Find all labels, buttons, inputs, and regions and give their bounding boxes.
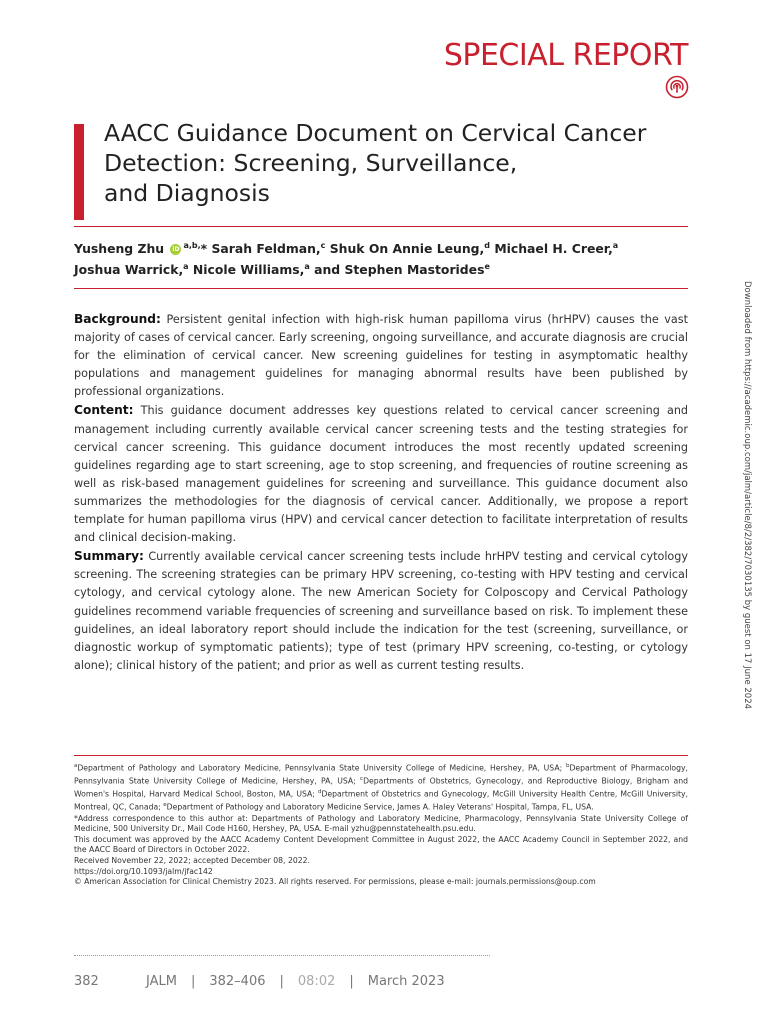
copyright-note: © American Association for Clinical Chemistry 2023. All rights reserved. For permissions, please e-mail: journals.permissions@oup.com [74, 877, 596, 887]
issue-date: March 2023 [367, 974, 445, 989]
orcid-icon[interactable]: iD [172, 246, 180, 254]
divider-footnotes [74, 755, 688, 756]
footer-separator: | [279, 974, 284, 989]
journal-name: JALM [146, 974, 177, 989]
abstract-summary [74, 547, 688, 675]
abstract-heading: Summary: [74, 549, 144, 564]
affiliation-marker: c [320, 241, 326, 250]
received-dates: Received November 22, 2022; accepted December 08, 2022. [74, 856, 310, 865]
footer-separator: | [349, 974, 354, 989]
author-name[interactable]: and Stephen Mastorides [314, 262, 485, 278]
footer-dotted-rule [74, 955, 490, 956]
author-name[interactable]: Michael H. Creer, [494, 241, 613, 257]
title-line-3: and Diagnosis [104, 179, 270, 207]
abstract-background [74, 310, 688, 401]
affiliation-marker: a,b, [183, 241, 201, 250]
abstract-text: This guidance document addresses key questions related to cervical cancer screening and management including currently available cervical cancer screening tests and the testing strategies for cervical cancer screening. This guidance document introduces the most recently updated screening guidelines regarding age to start screening, age to stop screening, and frequencies of routine screening as well as risk-based management guidelines for screening and surveillance. This guidance document also summarizes the methodologies for the diagnosis of cervical cancer. Additionally, we propose a report template for human papilloma virus (HPV) and cervical cancer detection to facilitate interpretation of results and clinical decision-making. [74, 404, 689, 545]
podcast-icon[interactable] [665, 75, 689, 99]
correspondence-note: *Address correspondence to this author at: Departments of Pathology and Laboratory Medicine, Pharmacology, Pennsylvania State University College of Medicine, 500 University Dr., Mail Code H160, Hershey, PA, USA. E-mail yzhu@pennstatehealth.psu.edu. [74, 813, 688, 834]
approval-note: This document was approved by the AACC Academy Content Development Committee in August 2022, the AACC Academy Council in September 2022, and the AACC Board of Directors in October 2022. [74, 834, 688, 855]
author-name[interactable]: Joshua Warrick, [74, 262, 184, 278]
affiliation-marker: d [484, 241, 490, 250]
affiliation-marker: e [484, 262, 490, 272]
affiliation-text: Department of Pharmacology, Pennsylvania State University College of Medicine, Hershey, PA, USA; [74, 763, 689, 786]
affiliation-text: Department of Pathology and Laboratory Medicine Service, James A. Haley Veterans' Hospital, Tampa, FL, USA. [166, 803, 594, 813]
footnotes [74, 761, 688, 888]
affiliation-text: Department of Pathology and Laboratory Medicine, Pennsylvania State University College of Medicine, Hershey, PA, USA; [77, 763, 563, 773]
abstract-heading: Content: [74, 403, 134, 418]
issue-number: 08:02 [297, 974, 336, 989]
download-notice: Downloaded from https://academic.oup.com/jalm/article/8/2/382/7030135 by guest on 17 June 2024 [742, 281, 752, 710]
abstract-heading: Background: [74, 312, 161, 326]
corresponding-marker: * [200, 241, 208, 257]
title-line-1: AACC Guidance Document on Cervical Cancer [104, 119, 647, 147]
affiliation-marker: a [183, 262, 189, 272]
affiliation-marker: a [612, 241, 619, 250]
affiliation-marker: a [74, 763, 78, 769]
page-range: 382–406 [209, 974, 266, 989]
article-title [104, 118, 704, 208]
abstract-text: Persistent genital infection with high-risk human papilloma virus (hrHPV) causes the vast majority of cases of cervical cancer. Early screening, ongoing surveillance, and accurate diagnosis are crucial for the elimination of cervical cancer. New screening guidelines for testing in asymptomatic healthy populations and management guidelines for managing abnormal results have been published by professional organizations. [74, 313, 688, 399]
footer-separator: | [190, 974, 196, 989]
affiliation-marker: c [360, 776, 364, 783]
title-line-2: Detection: Screening, Surveillance, [104, 149, 518, 177]
author-name[interactable]: Nicole Williams, [192, 262, 305, 278]
affiliation-marker: e [163, 802, 167, 809]
affiliation-marker: d [318, 789, 322, 796]
affiliation-marker: a [304, 262, 310, 272]
section-label: SPECIAL REPORT [443, 38, 688, 73]
affiliation-marker: b [565, 763, 570, 769]
author-name[interactable]: Sarah Feldman, [211, 241, 321, 257]
affiliation-text: Departments of Obstetrics, Gynecology, and Reproductive Biology, Brigham and Women's Hospital, Harvard Medical School, Boston, MA, USA; [74, 776, 688, 799]
divider-top [74, 226, 688, 227]
doi-link[interactable]: https://doi.org/10.1093/jalm/jfac142 [74, 866, 213, 876]
author-name[interactable]: Shuk On Annie Leung, [329, 241, 485, 257]
page-footer [74, 974, 445, 989]
affiliation-text: Department of Obstetrics and Gynecology, McGill University Health Centre, McGill University, Montreal, QC, Canada; [74, 789, 688, 813]
affiliations [74, 761, 688, 814]
abstract [74, 310, 688, 675]
abstract-content [74, 401, 688, 547]
author-name[interactable]: Yusheng Zhu [74, 241, 165, 257]
title-accent-bar [74, 124, 84, 220]
divider-authors [74, 288, 688, 289]
author-list [74, 237, 688, 279]
abstract-text: Currently available cervical cancer screening tests include hrHPV testing and cervical cytology screening. The screening strategies can be primary HPV screening, co-testing with HPV testing and cervical cytology, and cervical cytology alone. The new American Society for Colposcopy and Cervical Pathology guidelines recommend variable frequencies of screening and surveillance based on risk. To implement these guidelines, an ideal laboratory report should include the indication for the test (screening, surveillance, or diagnostic workup of symptomatic patients); type of test (primary HPV screening, co-testing, or cytology alone); clinical history of the patient; and prior as well as current testing results. [74, 550, 688, 672]
page-number: 382 [74, 974, 99, 989]
